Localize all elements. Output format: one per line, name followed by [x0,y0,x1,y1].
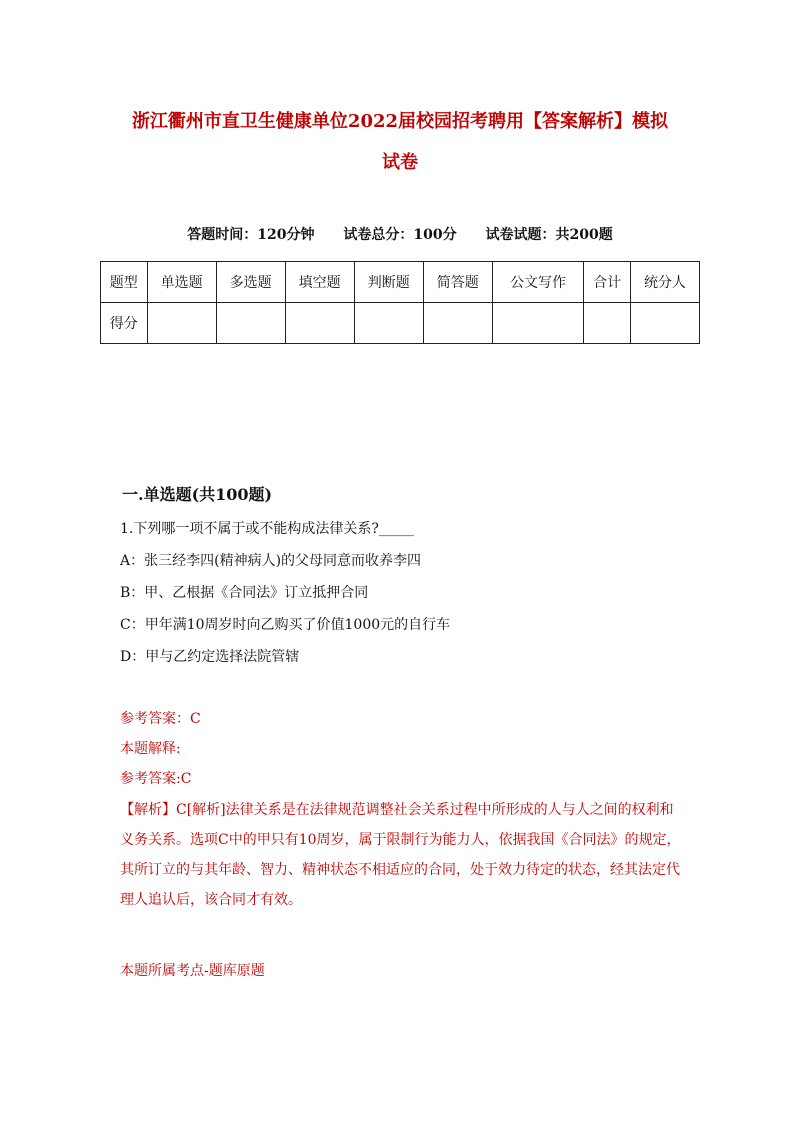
score-cell [147,303,216,344]
header-cell-type: 题型 [101,262,148,303]
score-cell [423,303,492,344]
exam-total-score: 试卷总分：100分 [343,227,457,243]
header-cell-grader: 统分人 [630,262,699,303]
option-c: C：甲年满10周岁时向乙购买了价值1000元的自行车 [120,617,451,633]
option-d: D：甲与乙约定选择法院管辖 [120,649,300,665]
analysis-paragraph: 【解析】C[解析]法律关系是在法律规范调整社会关系过程中所形成的人与人之间的权利和义务关系。选项C中的甲只有10周岁，属于限制行为能力人，依据我国《合同法》的规定，其所订立的与其年龄、智力、精神状态不相适应的合同，处于效力待定的状态，经其法定代理人追认后，该合同才有效。 [120,802,681,908]
score-cell [584,303,631,344]
header-cell-total: 合计 [584,262,631,303]
exam-time: 答题时间：120分钟 [187,227,315,243]
explanation-label: 本题解释: [120,741,181,757]
exam-question-count: 试卷试题：共200题 [485,227,613,243]
option-b: B：甲、乙根据《合同法》订立抵押合同 [120,585,369,601]
header-cell-single: 单选题 [147,262,216,303]
score-table-score-row [101,303,700,344]
score-table-header-row [101,262,700,303]
score-cell [216,303,285,344]
score-cell [492,303,584,344]
header-cell-judge: 判断题 [354,262,423,303]
header-cell-short-answer: 简答题 [423,262,492,303]
score-cell [285,303,354,344]
option-a: A：张三经李四(精神病人)的父母同意而收养李四 [120,553,422,569]
header-cell-multi: 多选题 [216,262,285,303]
reference-answer-2: 参考答案:C [120,771,192,787]
exam-meta [0,224,800,244]
section-title: 一.单选题(共100题) [122,485,273,504]
header-cell-fill: 填空题 [285,262,354,303]
reference-answer: 参考答案：C [120,711,201,727]
score-cell [354,303,423,344]
header-cell-writing: 公文写作 [492,262,584,303]
score-table [100,261,700,344]
exam-title-line2: 试卷 [382,152,418,173]
question-source: 本题所属考点-题库原题 [120,963,265,979]
exam-title-line1: 浙江衢州市直卫生健康单位2022届校园招考聘用【答案解析】模拟 [131,111,669,132]
question-stem: 1.下列哪一项不属于或不能构成法律关系?_____ [120,521,414,537]
score-cell [630,303,699,344]
score-row-label: 得分 [101,303,148,344]
